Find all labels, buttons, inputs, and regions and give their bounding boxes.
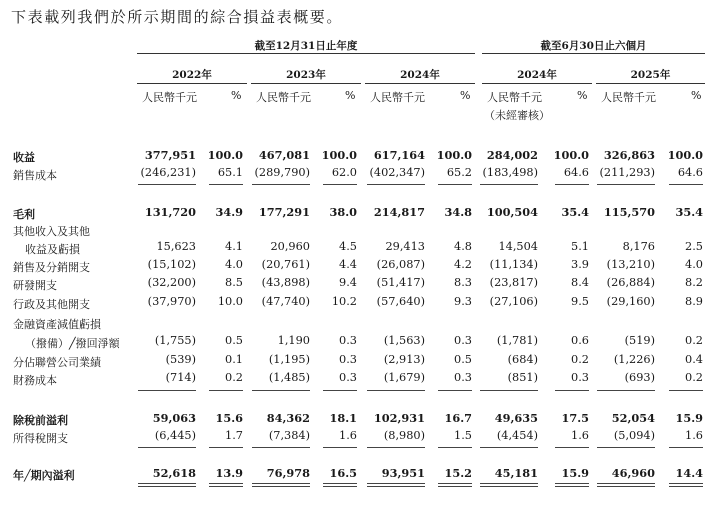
row-label: 毛利 <box>13 208 35 221</box>
unit-label: 人民幣千元 <box>256 91 311 104</box>
percent-cell: 8.4 <box>571 276 589 289</box>
amount-cell: 1,190 <box>277 334 310 347</box>
percent-cell: 0.1 <box>225 353 243 366</box>
percent-cell: 8.9 <box>685 295 703 308</box>
amount-cell: 115,570 <box>603 205 655 219</box>
subtotal-rule <box>597 184 655 185</box>
amount-cell: 14,504 <box>498 240 538 253</box>
percent-cell: 65.2 <box>446 166 472 179</box>
row-label: 金融資產減值虧損 <box>13 318 101 331</box>
subtotal-rule <box>367 390 425 391</box>
amount-cell: (1,485) <box>268 371 310 384</box>
percent-cell: 35.4 <box>675 205 703 219</box>
total-double-rule <box>597 483 655 487</box>
amount-cell: 131,720 <box>144 205 196 219</box>
percent-cell: 16.5 <box>329 466 357 480</box>
total-double-rule <box>367 483 425 487</box>
subtotal-rule <box>669 184 703 185</box>
subtotal-rule <box>438 184 472 185</box>
total-double-rule <box>323 483 357 487</box>
percent-cell: 62.0 <box>331 166 357 179</box>
amount-cell: (43,898) <box>261 276 310 289</box>
year-rule <box>482 83 592 84</box>
percent-cell: 9.5 <box>571 295 589 308</box>
amount-cell: (5,094) <box>613 429 655 442</box>
row-label: （撥備）╱撥回淨額 <box>25 337 120 350</box>
amount-cell: 49,635 <box>494 411 538 425</box>
percent-label: % <box>691 89 702 102</box>
year-rule <box>251 83 361 84</box>
amount-cell: (47,740) <box>261 295 310 308</box>
unit-label: 人民幣千元 <box>487 91 542 104</box>
percent-cell: 0.5 <box>454 353 472 366</box>
total-double-rule <box>555 483 589 487</box>
amount-cell: (246,231) <box>140 166 196 179</box>
row-label: 銷售成本 <box>13 169 57 182</box>
percent-cell: 100.0 <box>207 148 243 162</box>
row-label: 收益 <box>13 151 35 164</box>
amount-cell: (37,970) <box>147 295 196 308</box>
percent-cell: 0.2 <box>685 334 703 347</box>
percent-cell: 0.3 <box>339 353 357 366</box>
subtotal-rule <box>438 390 472 391</box>
percent-cell: 14.4 <box>675 466 703 480</box>
percent-cell: 38.0 <box>329 205 357 219</box>
subtotal-rule <box>480 390 538 391</box>
amount-cell: 45,181 <box>494 466 538 480</box>
subtotal-rule <box>323 184 357 185</box>
percent-cell: 4.1 <box>225 240 243 253</box>
subtotal-rule <box>209 390 243 391</box>
subtotal-rule <box>555 184 589 185</box>
percent-cell: 34.9 <box>215 205 243 219</box>
amount-cell: (1,755) <box>154 334 196 347</box>
row-label: 收益及虧損 <box>25 243 80 256</box>
amount-cell: (11,134) <box>489 258 538 271</box>
total-double-rule <box>480 483 538 487</box>
percent-cell: 10.0 <box>217 295 243 308</box>
row-label: 行政及其他開支 <box>13 298 90 311</box>
unit-label: 人民幣千元 <box>142 91 197 104</box>
period-header-full-year: 截至12月31日止年度 <box>254 40 358 52</box>
percent-cell: 1.7 <box>225 429 243 442</box>
amount-cell: (211,293) <box>599 166 655 179</box>
amount-cell: (183,498) <box>482 166 538 179</box>
amount-cell: 76,978 <box>266 466 310 480</box>
percent-cell: 35.4 <box>561 205 589 219</box>
amount-cell: (714) <box>165 371 196 384</box>
amount-cell: (26,087) <box>376 258 425 271</box>
total-double-rule <box>138 483 196 487</box>
percent-cell: 15.9 <box>561 466 589 480</box>
amount-cell: (13,210) <box>606 258 655 271</box>
row-label: 銷售及分銷開支 <box>13 261 90 274</box>
amount-cell: 177,291 <box>258 205 310 219</box>
percent-cell: 100.0 <box>436 148 472 162</box>
percent-cell: 15.2 <box>444 466 472 480</box>
amount-cell: 377,951 <box>144 148 196 162</box>
amount-cell: (23,817) <box>489 276 538 289</box>
percent-cell: 34.8 <box>444 205 472 219</box>
amount-cell: 84,362 <box>266 411 310 425</box>
total-double-rule <box>252 483 310 487</box>
period-header-six-months: 截至6月30日止六個月 <box>540 40 647 52</box>
subtotal-rule <box>367 184 425 185</box>
year-header: 2024年 <box>400 69 440 81</box>
percent-cell: 4.0 <box>685 258 703 271</box>
percent-cell: 15.6 <box>215 411 243 425</box>
amount-cell: 326,863 <box>603 148 655 162</box>
amount-cell: (519) <box>624 334 655 347</box>
year-header: 2023年 <box>286 69 326 81</box>
unaudited-note: （未經審核） <box>484 109 550 122</box>
amount-cell: (289,790) <box>254 166 310 179</box>
amount-cell: (2,913) <box>383 353 425 366</box>
amount-cell: 29,413 <box>385 240 425 253</box>
percent-cell: 3.9 <box>571 258 589 271</box>
subtotal-rule <box>480 184 538 185</box>
subtotal-rule <box>367 447 425 448</box>
amount-cell: 617,164 <box>373 148 425 162</box>
percent-cell: 0.3 <box>339 334 357 347</box>
percent-cell: 100.0 <box>667 148 703 162</box>
percent-cell: 0.2 <box>685 371 703 384</box>
amount-cell: (539) <box>165 353 196 366</box>
subtotal-rule <box>323 447 357 448</box>
amount-cell: (7,384) <box>268 429 310 442</box>
percent-cell: 9.3 <box>454 295 472 308</box>
year-header: 2025年 <box>630 69 671 81</box>
amount-cell: (1,679) <box>383 371 425 384</box>
total-double-rule <box>209 483 243 487</box>
percent-cell: 1.6 <box>685 429 703 442</box>
percent-cell: 15.9 <box>675 411 703 425</box>
percent-cell: 100.0 <box>321 148 357 162</box>
percent-cell: 64.6 <box>563 166 589 179</box>
amount-cell: (20,761) <box>261 258 310 271</box>
row-label: 分佔聯營公司業績 <box>13 356 101 369</box>
percent-cell: 18.1 <box>329 411 357 425</box>
subtotal-rule <box>597 447 655 448</box>
amount-cell: 8,176 <box>622 240 655 253</box>
amount-cell: (26,884) <box>606 276 655 289</box>
amount-cell: (1,781) <box>496 334 538 347</box>
subtotal-rule <box>252 447 310 448</box>
amount-cell: 59,063 <box>152 411 196 425</box>
year-header: 2022年 <box>172 69 212 81</box>
percent-cell: 1.5 <box>454 429 472 442</box>
subtotal-rule <box>438 447 472 448</box>
percent-label: % <box>460 89 471 102</box>
percent-cell: 13.9 <box>215 466 243 480</box>
percent-cell: 8.2 <box>685 276 703 289</box>
amount-cell: (4,454) <box>496 429 538 442</box>
amount-cell: (51,417) <box>376 276 425 289</box>
percent-cell: 9.4 <box>339 276 357 289</box>
percent-cell: 0.3 <box>571 371 589 384</box>
amount-cell: (27,106) <box>489 295 538 308</box>
amount-cell: (57,640) <box>376 295 425 308</box>
row-label: 研發開支 <box>13 279 57 292</box>
row-label: 除稅前溢利 <box>13 414 68 427</box>
subtotal-rule <box>323 390 357 391</box>
subtotal-rule <box>669 390 703 391</box>
percent-cell: 0.3 <box>454 371 472 384</box>
unit-label: 人民幣千元 <box>370 91 425 104</box>
percent-cell: 1.6 <box>571 429 589 442</box>
percent-cell: 2.5 <box>685 240 703 253</box>
subtotal-rule <box>138 184 196 185</box>
amount-cell: (1,226) <box>613 353 655 366</box>
amount-cell: 467,081 <box>258 148 310 162</box>
percent-cell: 4.8 <box>454 240 472 253</box>
amount-cell: (402,347) <box>369 166 425 179</box>
row-label: 其他收入及其他 <box>13 225 90 238</box>
percent-cell: 0.3 <box>339 371 357 384</box>
amount-cell: (693) <box>624 371 655 384</box>
year-rule <box>137 83 247 84</box>
subtotal-rule <box>209 447 243 448</box>
percent-cell: 10.2 <box>331 295 357 308</box>
percent-cell: 4.2 <box>454 258 472 271</box>
amount-cell: (8,980) <box>383 429 425 442</box>
year-rule <box>596 83 705 84</box>
percent-cell: 0.6 <box>571 334 589 347</box>
row-label: 財務成本 <box>13 374 57 387</box>
amount-cell: 52,618 <box>152 466 196 480</box>
amount-cell: 52,054 <box>611 411 655 425</box>
intro-text: 下表載列我們於所示期間的綜合損益表概要。 <box>11 8 344 26</box>
percent-cell: 0.5 <box>225 334 243 347</box>
amount-cell: (29,160) <box>606 295 655 308</box>
total-double-rule <box>669 483 703 487</box>
percent-cell: 64.6 <box>677 166 703 179</box>
row-label: 年╱期內溢利 <box>13 469 75 482</box>
percent-cell: 0.4 <box>685 353 703 366</box>
amount-cell: (6,445) <box>154 429 196 442</box>
amount-cell: 46,960 <box>611 466 655 480</box>
percent-cell: 16.7 <box>444 411 472 425</box>
subtotal-rule <box>252 390 310 391</box>
percent-cell: 4.4 <box>339 258 357 271</box>
percent-cell: 0.2 <box>571 353 589 366</box>
percent-cell: 1.6 <box>339 429 357 442</box>
unit-label: 人民幣千元 <box>601 91 656 104</box>
amount-cell: 93,951 <box>381 466 425 480</box>
subtotal-rule <box>669 447 703 448</box>
amount-cell: (15,102) <box>147 258 196 271</box>
percent-cell: 5.1 <box>571 240 589 253</box>
amount-cell: (851) <box>507 371 538 384</box>
amount-cell: 100,504 <box>486 205 538 219</box>
subtotal-rule <box>480 447 538 448</box>
subtotal-rule <box>209 184 243 185</box>
percent-cell: 100.0 <box>553 148 589 162</box>
subtotal-rule <box>252 184 310 185</box>
percent-label: % <box>577 89 588 102</box>
percent-cell: 4.5 <box>339 240 357 253</box>
period-rule <box>137 53 475 54</box>
amount-cell: 214,817 <box>373 205 425 219</box>
percent-cell: 8.5 <box>225 276 243 289</box>
amount-cell: 102,931 <box>373 411 425 425</box>
period-rule <box>482 53 705 54</box>
row-label: 所得稅開支 <box>13 432 68 445</box>
percent-cell: 17.5 <box>561 411 589 425</box>
percent-cell: 4.0 <box>225 258 243 271</box>
amount-cell: (32,200) <box>147 276 196 289</box>
percent-cell: 0.2 <box>225 371 243 384</box>
total-double-rule <box>438 483 472 487</box>
amount-cell: (1,195) <box>268 353 310 366</box>
amount-cell: (684) <box>507 353 538 366</box>
percent-cell: 8.3 <box>454 276 472 289</box>
subtotal-rule <box>138 447 196 448</box>
percent-cell: 65.1 <box>217 166 243 179</box>
subtotal-rule <box>555 447 589 448</box>
year-header: 2024年 <box>517 69 557 81</box>
subtotal-rule <box>597 390 655 391</box>
amount-cell: (1,563) <box>383 334 425 347</box>
percent-cell: 0.3 <box>454 334 472 347</box>
year-rule <box>365 83 475 84</box>
percent-label: % <box>345 89 356 102</box>
amount-cell: 15,623 <box>156 240 196 253</box>
percent-label: % <box>231 89 242 102</box>
subtotal-rule <box>555 390 589 391</box>
amount-cell: 284,002 <box>486 148 538 162</box>
subtotal-rule <box>138 390 196 391</box>
amount-cell: 20,960 <box>270 240 310 253</box>
